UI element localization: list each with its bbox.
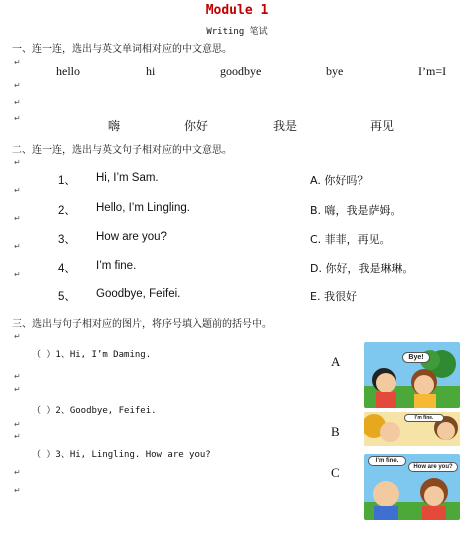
picture-c — [364, 454, 460, 520]
paragraph-mark: ↵ — [14, 98, 21, 107]
sentence-1: Hi, I’m Sam. — [96, 172, 159, 184]
picture-a — [364, 342, 460, 408]
question-3: （ ）3、Hi, Lingling. How are you? — [32, 450, 211, 460]
picture-label-c: C — [331, 465, 340, 480]
paragraph-mark: ↵ — [14, 114, 21, 123]
option-e: E. 我很好 — [310, 290, 357, 303]
paragraph-mark: ↵ — [14, 468, 21, 477]
paragraph-mark: ↵ — [14, 332, 21, 341]
item-number-2: 2、 — [58, 205, 76, 217]
item-number-3: 3、 — [58, 234, 76, 246]
picture-label-b: B — [331, 424, 340, 439]
speech-bubble-a: Bye! — [402, 352, 430, 363]
sentence-4: I’m fine. — [96, 260, 137, 272]
paragraph-mark: ↵ — [14, 432, 21, 441]
speech-bubble-c2: How are you? — [408, 462, 458, 472]
option-b: B. 嗨，我是萨姆。 — [310, 204, 402, 217]
section1-heading: 一、连一连，选出与英文单词相对应的中文意思。 — [12, 44, 232, 55]
page-subtitle: Writing 笔试 — [206, 27, 268, 37]
paragraph-mark: ↵ — [14, 270, 21, 279]
paragraph-mark: ↵ — [14, 385, 21, 394]
item-number-5: 5、 — [58, 291, 76, 303]
paragraph-mark: ↵ — [14, 186, 21, 195]
paragraph-mark: ↵ — [14, 372, 21, 381]
sentence-3: How are you? — [96, 231, 167, 243]
question-2: （ ）2、Goodbye, Feifei. — [32, 406, 157, 416]
paragraph-mark: ↵ — [14, 486, 21, 495]
item-number-1: 1、 — [58, 175, 76, 187]
item-number-4: 4、 — [58, 263, 76, 275]
picture-b — [364, 412, 460, 446]
word-4: bye — [326, 64, 344, 78]
word-5: I’m=I — [418, 64, 447, 78]
meaning-2: 你好 — [184, 119, 209, 133]
word-3: goodbye — [220, 64, 262, 78]
page-title: Module 1 — [205, 3, 269, 18]
question-1: （ ）1、Hi, I’m Daming. — [32, 350, 152, 360]
sentence-5: Goodbye, Feifei. — [96, 288, 181, 300]
speech-bubble-b: I’m fine. — [404, 414, 444, 422]
paragraph-mark: ↵ — [14, 420, 21, 429]
paragraph-mark: ↵ — [14, 242, 21, 251]
option-a: A. 你好吗？ — [310, 174, 369, 187]
section2-heading: 二、连一连，选出与英文句子相对应的中文意思。 — [12, 145, 232, 156]
word-2: hi — [146, 64, 156, 78]
meaning-3: 我是 — [273, 119, 298, 133]
option-d: D. 你好，我是琳琳。 — [310, 262, 414, 275]
paragraph-mark: ↵ — [14, 214, 21, 223]
paragraph-mark: ↵ — [14, 58, 21, 67]
meaning-4: 再见 — [370, 119, 395, 133]
paragraph-mark: ↵ — [14, 158, 21, 167]
sentence-2: Hello, I’m Lingling. — [96, 202, 190, 214]
section3-heading: 三、选出与句子相对应的图片，将序号填入题前的括号中。 — [12, 319, 272, 330]
paragraph-mark: ↵ — [14, 81, 21, 90]
meaning-1: 嗨 — [108, 119, 121, 133]
picture-label-a: A — [331, 354, 341, 369]
word-1: hello — [56, 64, 80, 78]
speech-bubble-c1: I’m fine. — [368, 456, 406, 466]
option-c: C. 菲菲，再见。 — [310, 233, 391, 246]
